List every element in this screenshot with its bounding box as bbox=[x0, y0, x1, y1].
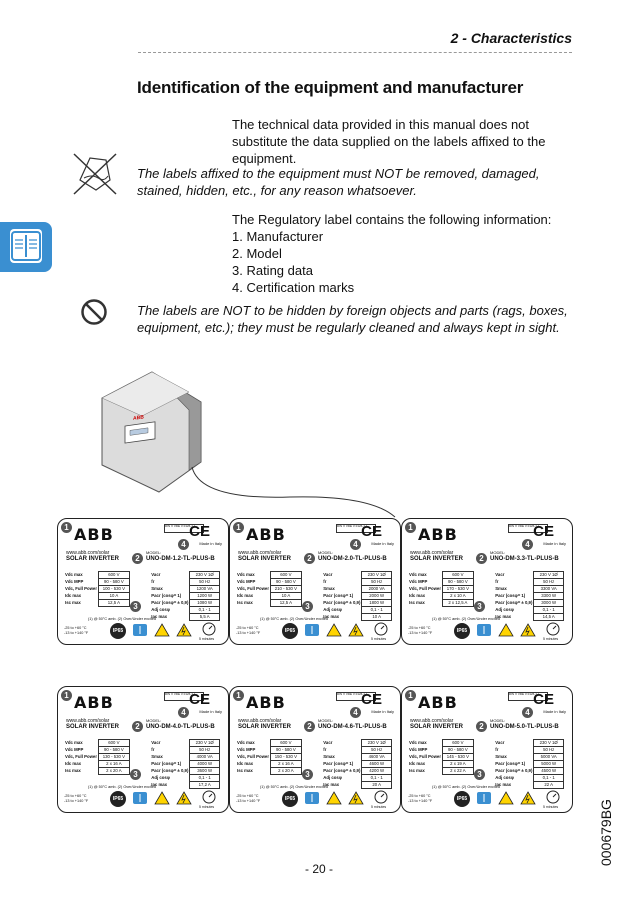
product-type: SOLAR INVERTER bbox=[238, 724, 292, 730]
spec-value: 0,1 - 1 bbox=[534, 775, 564, 782]
spec-value: 12,5 A bbox=[271, 600, 302, 607]
spec-value: 145 - 530 V bbox=[443, 754, 474, 761]
spec-value: 90 - 580 V bbox=[443, 747, 474, 754]
spec-key: fr bbox=[495, 747, 499, 752]
discharge-time-icon bbox=[373, 622, 389, 636]
rating-notes: (1) @ 50°C amb. (2) Over/Under excited bbox=[88, 617, 157, 621]
ce-mark: CE bbox=[189, 691, 210, 708]
website: www.abb.com/solar bbox=[410, 718, 454, 724]
spec-key: Pacr (cosφ= ± 0,9) bbox=[323, 768, 361, 773]
spec-key: Vdc max bbox=[237, 740, 255, 745]
rating-label bbox=[57, 518, 229, 645]
do-not-remove-labels-icon bbox=[70, 150, 120, 198]
callout-rating: 3 bbox=[130, 769, 141, 780]
spec-key: Pacr (cosφ= 1) bbox=[495, 593, 526, 598]
callout-certification: 4 bbox=[178, 707, 189, 718]
spec-key: Vdc, Full Power bbox=[237, 586, 269, 591]
spec-value: 3000 W bbox=[534, 600, 564, 607]
callout-manufacturer: 1 bbox=[61, 522, 72, 533]
spec-value: 1200 W bbox=[190, 593, 220, 600]
callout-model: 2 bbox=[304, 721, 315, 732]
spec-key: fr bbox=[323, 579, 327, 584]
rating-label bbox=[229, 686, 401, 813]
spec-value: 2 x 20 A bbox=[99, 768, 130, 775]
product-type: SOLAR INVERTER bbox=[66, 724, 120, 730]
spec-key: Isc max bbox=[237, 768, 253, 773]
spec-value: 2000 VA bbox=[362, 586, 392, 593]
spec-key: Adj cosφ bbox=[323, 607, 342, 612]
spec-key: Vdc MPP bbox=[409, 579, 428, 584]
model-name: UNO-DM-4.6-TL-PLUS-B bbox=[318, 724, 387, 730]
discharge-time-icon bbox=[545, 790, 561, 804]
spec-value: 90 - 580 V bbox=[99, 579, 130, 586]
spec-value: 90 - 580 V bbox=[271, 747, 302, 754]
pointer-curve bbox=[190, 465, 400, 520]
chapter-title: 2 - Characteristics bbox=[450, 30, 572, 46]
spec-value: 2 x 22 A bbox=[443, 768, 474, 775]
din-mark: DIN V VDE V 0126-1-1 bbox=[336, 692, 376, 701]
din-mark: DIN V VDE V 0126-1-1 bbox=[508, 692, 548, 701]
callout-rating: 3 bbox=[130, 601, 141, 612]
spec-key: Idc max bbox=[237, 761, 254, 766]
website: www.abb.com/solar bbox=[66, 550, 110, 556]
callout-certification: 4 bbox=[350, 539, 361, 550]
abb-logo: ABB bbox=[246, 693, 286, 712]
din-mark: DIN V VDE V 0126-1-1 bbox=[164, 524, 204, 533]
electric-hazard-icon bbox=[176, 791, 192, 805]
spec-value: 210 - 530 V bbox=[271, 586, 302, 593]
spec-key: Idc max bbox=[65, 593, 82, 598]
manual-icon bbox=[132, 623, 148, 637]
callout-model: 2 bbox=[132, 721, 143, 732]
rating-label bbox=[57, 686, 229, 813]
spec-key: Vdc, Full Power bbox=[409, 754, 441, 759]
spec-key: Pacr (cosφ= ± 0,9) bbox=[323, 600, 361, 605]
spec-key: Vdc, Full Power bbox=[237, 754, 269, 759]
spec-value: 50 Hz bbox=[362, 579, 392, 586]
product-type: SOLAR INVERTER bbox=[410, 724, 464, 730]
spec-value: 2 x 20 A bbox=[271, 768, 302, 775]
electric-hazard-icon bbox=[520, 791, 536, 805]
spec-value: 230 V 1Ø bbox=[190, 740, 220, 747]
spec-key: Pacr (cosφ= 1) bbox=[323, 761, 354, 766]
model-name: UNO-DM-5.0-TL-PLUS-B bbox=[490, 724, 559, 730]
spec-key: Vdc MPP bbox=[409, 747, 428, 752]
spec-value: 90 - 580 V bbox=[271, 579, 302, 586]
hot-surface-icon bbox=[498, 791, 514, 805]
temperature-range: -25 to +60 °C -13 to +140 °F bbox=[64, 794, 89, 803]
spec-value: 1080 W bbox=[190, 600, 220, 607]
spec-value: 50 Hz bbox=[362, 747, 392, 754]
callout-manufacturer: 1 bbox=[405, 522, 416, 533]
spec-value: 2 x 16 A bbox=[271, 761, 302, 768]
spec-key: Idc max bbox=[409, 593, 426, 598]
page-header bbox=[0, 26, 638, 56]
model-caption: MODEL: bbox=[318, 718, 334, 723]
temperature-range: -25 to +60 °C -13 to +140 °F bbox=[408, 626, 433, 635]
discharge-time-icon bbox=[201, 790, 217, 804]
spec-value: 50 Hz bbox=[190, 747, 220, 754]
spec-value: 600 V bbox=[443, 572, 474, 579]
spec-key: Iac max bbox=[323, 782, 340, 787]
spec-value: 1800 W bbox=[362, 600, 392, 607]
discharge-minutes: 5 minutes bbox=[371, 637, 387, 641]
spec-key: Vacr bbox=[151, 572, 161, 577]
ce-mark: CE bbox=[361, 691, 382, 708]
callout-model: 2 bbox=[132, 553, 143, 564]
spec-value: 4600 W bbox=[362, 761, 392, 768]
callout-model: 2 bbox=[304, 553, 315, 564]
model-caption: MODEL: bbox=[318, 550, 334, 555]
rating-table bbox=[408, 571, 564, 621]
din-mark: DIN V VDE V 0126-1-1 bbox=[508, 524, 548, 533]
rating-table bbox=[236, 739, 392, 789]
spec-value: 12,5 A bbox=[99, 600, 130, 607]
model-name: UNO-DM-3.3-TL-PLUS-B bbox=[490, 556, 559, 562]
made-in: Made in Italy bbox=[543, 541, 566, 546]
spec-key: Iac max bbox=[323, 614, 340, 619]
discharge-time-icon bbox=[373, 790, 389, 804]
spec-key: Vdc max bbox=[65, 572, 83, 577]
spec-value: 4000 VA bbox=[190, 754, 220, 761]
discharge-time-icon bbox=[545, 622, 561, 636]
electric-hazard-icon bbox=[348, 791, 364, 805]
callout-certification: 4 bbox=[522, 539, 533, 550]
spec-key: Adj cosφ bbox=[495, 607, 514, 612]
document-code: 000679BG bbox=[598, 799, 614, 866]
din-mark: DIN V VDE V 0126-1-1 bbox=[164, 692, 204, 701]
abb-logo: ABB bbox=[74, 525, 114, 544]
manual-icon bbox=[304, 791, 320, 805]
spec-value: 2000 W bbox=[362, 593, 392, 600]
electric-hazard-icon bbox=[348, 623, 364, 637]
spec-value: 50 Hz bbox=[190, 579, 220, 586]
model-caption: MODEL: bbox=[490, 550, 506, 555]
spec-value: 5000 VA bbox=[534, 754, 564, 761]
made-in: Made in Italy bbox=[199, 541, 222, 546]
intro-paragraph: The technical data provided in this manual does not substitute the data supplied on the labels affixed to the equipment. bbox=[232, 117, 546, 166]
spec-key: Isc max bbox=[65, 600, 81, 605]
spec-key: Pacr (cosφ= ± 0,9) bbox=[151, 600, 189, 605]
temperature-range: -25 to +60 °C -13 to +140 °F bbox=[236, 626, 261, 635]
header-rule bbox=[138, 52, 572, 53]
callout-model: 2 bbox=[476, 721, 487, 732]
spec-value: 230 V 1Ø bbox=[362, 740, 392, 747]
spec-key: Pacr (cosφ= 1) bbox=[151, 593, 182, 598]
section-title: Identification of the equipment and manufacturer bbox=[137, 78, 524, 97]
spec-value: 10 A bbox=[362, 614, 392, 621]
rating-label bbox=[401, 686, 573, 813]
list-item: 3. Rating data bbox=[232, 263, 313, 278]
spec-value: 10 A bbox=[271, 593, 302, 600]
spec-key: Iac max bbox=[495, 614, 512, 619]
temperature-range: -25 to +60 °C -13 to +140 °F bbox=[64, 626, 89, 635]
product-type: SOLAR INVERTER bbox=[66, 556, 120, 562]
rating-notes: (1) @ 50°C amb. (2) Over/Under excited bbox=[88, 785, 157, 789]
regulatory-intro: The Regulatory label contains the following information: bbox=[232, 212, 552, 227]
spec-key: Smax bbox=[151, 586, 163, 591]
spec-value: 150 - 530 V bbox=[271, 754, 302, 761]
page-number: - 20 - bbox=[304, 862, 333, 876]
spec-key: Smax bbox=[151, 754, 163, 759]
callout-certification: 4 bbox=[522, 707, 533, 718]
rating-table bbox=[64, 739, 220, 789]
labels-warning-text: The labels affixed to the equipment must NOT be removed, damaged, stained, hidden, etc., for any reason whatsoever. bbox=[137, 166, 540, 198]
list-item: 4. Certification marks bbox=[232, 280, 355, 295]
ce-mark: CE bbox=[533, 523, 554, 540]
spec-value: 2 x 19 A bbox=[443, 761, 474, 768]
spec-key: Pacr (cosφ= 1) bbox=[495, 761, 526, 766]
spec-key: Smax bbox=[495, 586, 507, 591]
spec-key: Idc max bbox=[65, 761, 82, 766]
spec-key: Adj cosφ bbox=[495, 775, 514, 780]
spec-key: Isc max bbox=[409, 768, 425, 773]
spec-value: 90 - 580 V bbox=[443, 579, 474, 586]
spec-key: fr bbox=[495, 579, 499, 584]
list-item: 1. Manufacturer bbox=[232, 229, 324, 244]
made-in: Made in Italy bbox=[543, 709, 566, 714]
spec-value: 600 V bbox=[99, 572, 130, 579]
spec-key: Iac max bbox=[495, 782, 512, 787]
spec-value: 100 - 530 V bbox=[99, 586, 130, 593]
website: www.abb.com/solar bbox=[410, 550, 454, 556]
spec-key: Adj cosφ bbox=[323, 775, 342, 780]
spec-key: Vdc, Full Power bbox=[65, 754, 97, 759]
spec-value: 0,1 - 1 bbox=[534, 607, 564, 614]
spec-value: 17,2 A bbox=[190, 782, 220, 789]
callout-rating: 3 bbox=[302, 769, 313, 780]
labels-visibility-warning: The labels are NOT to be hidden by foreign objects and parts (rags, boxes, equipment, etc.); they must be regularly cleaned and always kept in sight. bbox=[137, 303, 568, 335]
spec-value: 4600 VA bbox=[362, 754, 392, 761]
spec-value: 4000 W bbox=[190, 761, 220, 768]
ip-rating-badge: IP65 bbox=[110, 623, 126, 639]
discharge-minutes: 5 minutes bbox=[543, 805, 559, 809]
ip-rating-badge: IP65 bbox=[110, 791, 126, 807]
abb-logo: ABB bbox=[74, 693, 114, 712]
model-caption: MODEL: bbox=[490, 718, 506, 723]
spec-key: Idc max bbox=[237, 593, 254, 598]
model-name: UNO-DM-1.2-TL-PLUS-B bbox=[146, 556, 215, 562]
regulatory-list bbox=[232, 228, 354, 296]
rating-table bbox=[408, 739, 564, 789]
hot-surface-icon bbox=[498, 623, 514, 637]
spec-key: Vacr bbox=[151, 740, 161, 745]
spec-value: 90 - 580 V bbox=[99, 747, 130, 754]
spec-key: Smax bbox=[323, 754, 335, 759]
made-in: Made in Italy bbox=[371, 709, 394, 714]
rating-notes: (1) @ 50°C amb. (2) Over/Under excited bbox=[432, 617, 501, 621]
made-in: Made in Italy bbox=[371, 541, 394, 546]
spec-value: 2 x 16 A bbox=[99, 761, 130, 768]
spec-key: fr bbox=[151, 579, 155, 584]
spec-value: 230 V 1Ø bbox=[190, 572, 220, 579]
din-mark: DIN V VDE V 0126-1-1 bbox=[336, 524, 376, 533]
spec-value: 4500 W bbox=[534, 768, 564, 775]
hot-surface-icon bbox=[326, 623, 342, 637]
spec-key: Pacr (cosφ= 1) bbox=[151, 761, 182, 766]
discharge-minutes: 5 minutes bbox=[199, 637, 215, 641]
spec-value: 230 V 1Ø bbox=[534, 572, 564, 579]
spec-key: Vdc MPP bbox=[237, 747, 256, 752]
manual-icon bbox=[132, 791, 148, 805]
ip-rating-badge: IP65 bbox=[282, 623, 298, 639]
spec-key: fr bbox=[323, 747, 327, 752]
spec-value: 0,1 - 1 bbox=[362, 775, 392, 782]
ce-mark: CE bbox=[361, 523, 382, 540]
ip-rating-badge: IP65 bbox=[282, 791, 298, 807]
callout-model: 2 bbox=[476, 553, 487, 564]
spec-key: Iac max bbox=[151, 614, 168, 619]
model-name: UNO-DM-2.0-TL-PLUS-B bbox=[318, 556, 387, 562]
svg-text:ABB: ABB bbox=[133, 414, 144, 422]
made-in: Made in Italy bbox=[199, 709, 222, 714]
spec-key: Vacr bbox=[495, 572, 505, 577]
spec-value: 3300 VA bbox=[534, 586, 564, 593]
spec-value: 5,5 A bbox=[190, 614, 220, 621]
spec-value: 50 Hz bbox=[534, 579, 564, 586]
reader-info-tab bbox=[0, 222, 52, 272]
temperature-range: -25 to +60 °C -13 to +140 °F bbox=[408, 794, 433, 803]
callout-certification: 4 bbox=[178, 539, 189, 550]
callout-manufacturer: 1 bbox=[405, 690, 416, 701]
spec-value: 130 - 530 V bbox=[99, 754, 130, 761]
manual-icon bbox=[476, 791, 492, 805]
spec-value: 0,1 - 1 bbox=[362, 607, 392, 614]
spec-value: 2 x 12,5 A bbox=[443, 600, 474, 607]
book-icon bbox=[10, 229, 42, 263]
spec-key: Pacr (cosφ= ± 0,9) bbox=[495, 768, 533, 773]
callout-rating: 3 bbox=[474, 769, 485, 780]
callout-rating: 3 bbox=[474, 601, 485, 612]
spec-value: 4200 W bbox=[362, 768, 392, 775]
discharge-minutes: 5 minutes bbox=[543, 637, 559, 641]
hot-surface-icon bbox=[154, 791, 170, 805]
spec-value: 3600 W bbox=[190, 768, 220, 775]
spec-key: Smax bbox=[495, 754, 507, 759]
model-caption: MODEL: bbox=[146, 718, 162, 723]
spec-value: 230 V 1Ø bbox=[362, 572, 392, 579]
spec-value: 600 V bbox=[271, 740, 302, 747]
spec-value: 230 V 1Ø bbox=[534, 740, 564, 747]
spec-key: Vdc max bbox=[237, 572, 255, 577]
spec-value: 2 x 10 A bbox=[443, 593, 474, 600]
rating-notes: (1) @ 50°C amb. (2) Over/Under excited bbox=[260, 785, 329, 789]
electric-hazard-icon bbox=[520, 623, 536, 637]
spec-value: 0,1 - 1 bbox=[190, 775, 220, 782]
discharge-time-icon bbox=[201, 622, 217, 636]
ce-mark: CE bbox=[189, 523, 210, 540]
spec-key: Pacr (cosφ= ± 0,9) bbox=[495, 600, 533, 605]
spec-key: Vacr bbox=[323, 572, 333, 577]
spec-value: 600 V bbox=[271, 572, 302, 579]
model-caption: MODEL: bbox=[146, 550, 162, 555]
spec-key: Smax bbox=[323, 586, 335, 591]
rating-table bbox=[236, 571, 392, 621]
spec-value: 5000 W bbox=[534, 761, 564, 768]
website: www.abb.com/solar bbox=[238, 550, 282, 556]
spec-key: Adj cosφ bbox=[151, 775, 170, 780]
spec-key: Iac max bbox=[151, 782, 168, 787]
spec-key: fr bbox=[151, 747, 155, 752]
spec-value: 14,5 A bbox=[534, 614, 564, 621]
callout-manufacturer: 1 bbox=[61, 690, 72, 701]
rating-notes: (1) @ 50°C amb. (2) Over/Under excited bbox=[432, 785, 501, 789]
callout-certification: 4 bbox=[350, 707, 361, 718]
spec-value: 22 A bbox=[534, 782, 564, 789]
list-item: 2. Model bbox=[232, 246, 282, 261]
ce-mark: CE bbox=[533, 691, 554, 708]
spec-value: 600 V bbox=[99, 740, 130, 747]
spec-key: Vdc MPP bbox=[237, 579, 256, 584]
spec-value: 20 A bbox=[362, 782, 392, 789]
callout-manufacturer: 1 bbox=[233, 690, 244, 701]
rating-notes: (1) @ 50°C amb. (2) Over/Under excited bbox=[260, 617, 329, 621]
ip-rating-badge: IP65 bbox=[454, 623, 470, 639]
spec-value: 50 Hz bbox=[534, 747, 564, 754]
rating-table bbox=[64, 571, 220, 621]
spec-key: Vdc, Full Power bbox=[409, 586, 441, 591]
spec-key: Vdc MPP bbox=[65, 747, 84, 752]
spec-key: Isc max bbox=[237, 600, 253, 605]
rating-label bbox=[401, 518, 573, 645]
spec-value: 10 A bbox=[99, 593, 130, 600]
manual-icon bbox=[304, 623, 320, 637]
spec-value: 1200 VA bbox=[190, 586, 220, 593]
website: www.abb.com/solar bbox=[238, 718, 282, 724]
spec-key: Vacr bbox=[495, 740, 505, 745]
abb-logo: ABB bbox=[418, 525, 458, 544]
electric-hazard-icon bbox=[176, 623, 192, 637]
ip-rating-badge: IP65 bbox=[454, 791, 470, 807]
prohibition-icon bbox=[80, 298, 108, 326]
rating-label bbox=[229, 518, 401, 645]
discharge-minutes: 5 minutes bbox=[371, 805, 387, 809]
spec-key: Pacr (cosφ= 1) bbox=[323, 593, 354, 598]
website: www.abb.com/solar bbox=[66, 718, 110, 724]
spec-key: Vacr bbox=[323, 740, 333, 745]
spec-key: Vdc MPP bbox=[65, 579, 84, 584]
spec-key: Idc max bbox=[409, 761, 426, 766]
spec-key: Vdc max bbox=[409, 740, 427, 745]
spec-key: Adj cosφ bbox=[151, 607, 170, 612]
manual-icon bbox=[476, 623, 492, 637]
spec-key: Isc max bbox=[409, 600, 425, 605]
temperature-range: -25 to +60 °C -13 to +140 °F bbox=[236, 794, 261, 803]
product-type: SOLAR INVERTER bbox=[238, 556, 292, 562]
spec-key: Isc max bbox=[65, 768, 81, 773]
callout-rating: 3 bbox=[302, 601, 313, 612]
abb-logo: ABB bbox=[246, 525, 286, 544]
callout-manufacturer: 1 bbox=[233, 522, 244, 533]
spec-value: 600 V bbox=[443, 740, 474, 747]
abb-logo: ABB bbox=[418, 693, 458, 712]
spec-key: Vdc, Full Power bbox=[65, 586, 97, 591]
hot-surface-icon bbox=[154, 623, 170, 637]
model-name: UNO-DM-4.0-TL-PLUS-B bbox=[146, 724, 215, 730]
spec-value: 0,1 - 1 bbox=[190, 607, 220, 614]
spec-value: 170 - 530 V bbox=[443, 586, 474, 593]
spec-key: Vdc max bbox=[409, 572, 427, 577]
spec-key: Pacr (cosφ= ± 0,9) bbox=[151, 768, 189, 773]
spec-key: Vdc max bbox=[65, 740, 83, 745]
spec-value: 3300 W bbox=[534, 593, 564, 600]
product-type: SOLAR INVERTER bbox=[410, 556, 464, 562]
hot-surface-icon bbox=[326, 791, 342, 805]
discharge-minutes: 5 minutes bbox=[199, 805, 215, 809]
